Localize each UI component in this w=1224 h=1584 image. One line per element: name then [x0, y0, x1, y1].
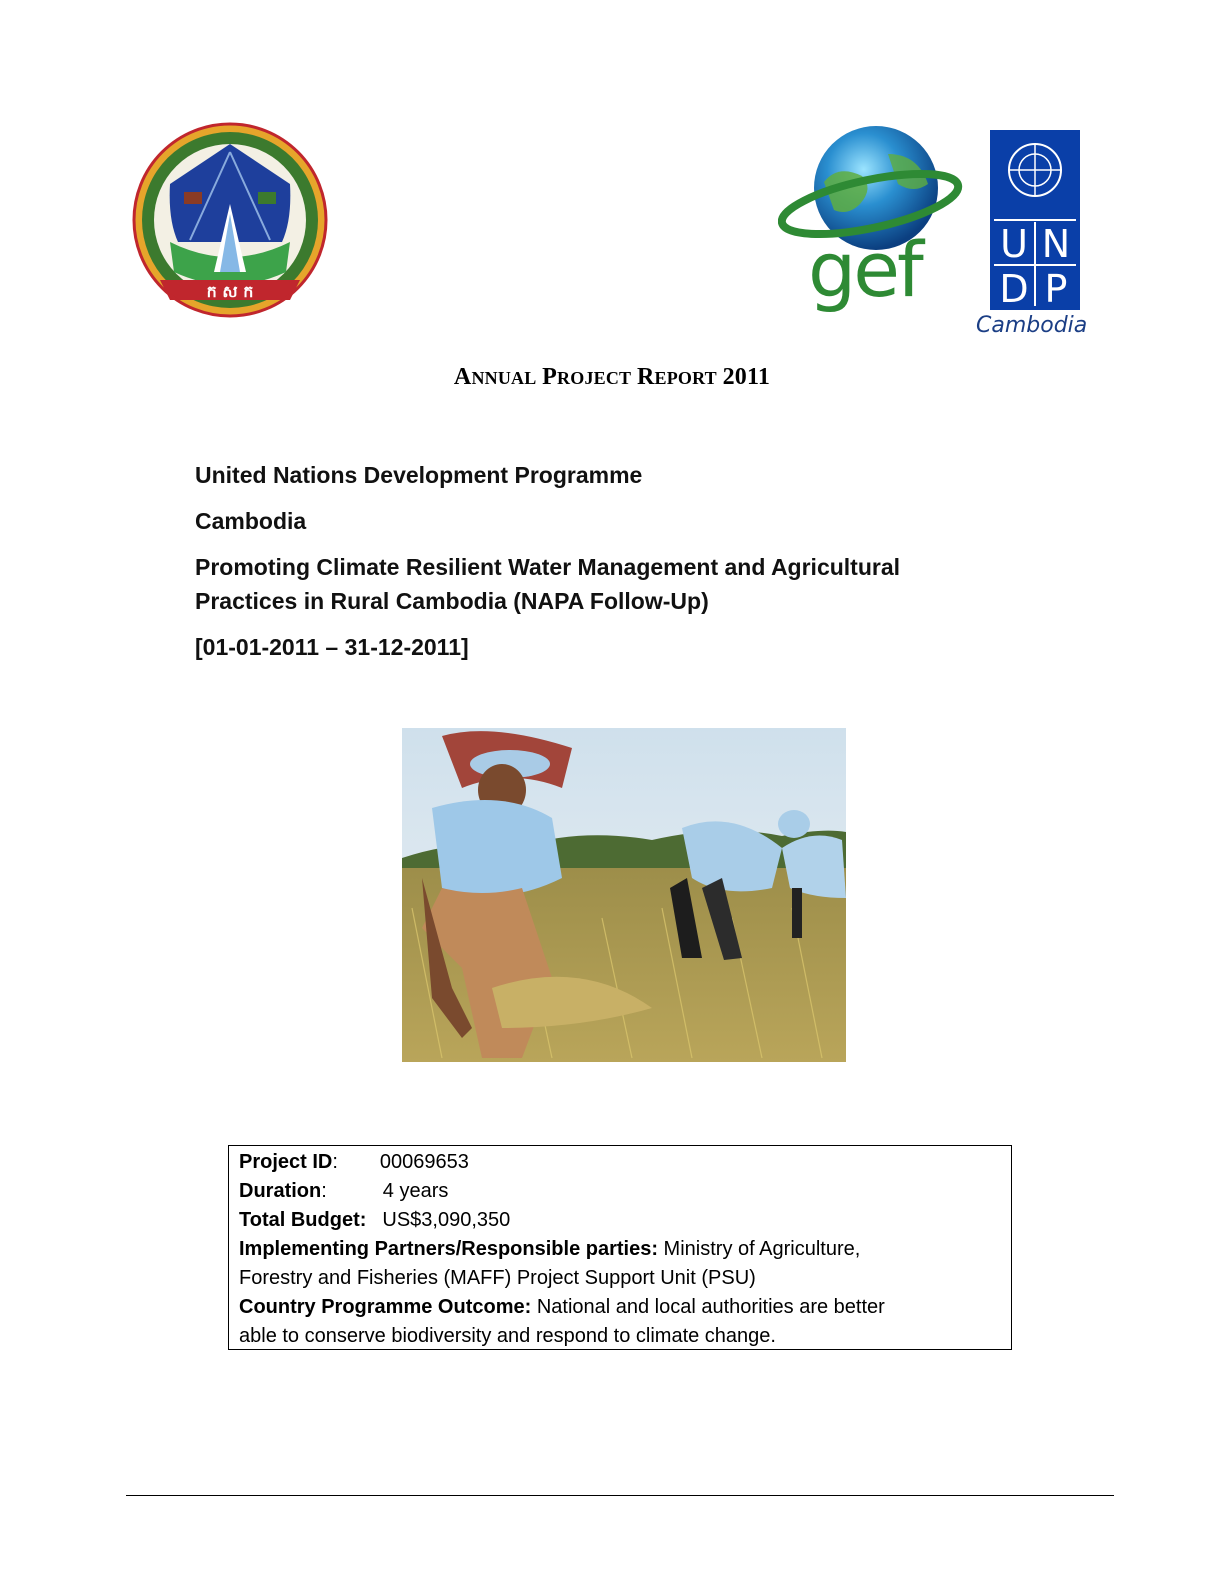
duration-row: [239, 1177, 1001, 1206]
title-initial: A: [453, 364, 472, 390]
project-info-box: [228, 1145, 1012, 1350]
project-title-line: Practices in Rural Cambodia (NAPA Follow-Up): [195, 588, 709, 614]
budget-label: Total Budget:: [239, 1209, 367, 1231]
outcome-row: [239, 1293, 1001, 1322]
report-title: [0, 364, 1224, 391]
title-word-rest: ROJECT: [557, 368, 632, 388]
project-id-label: Project ID: [239, 1151, 333, 1173]
undp-logo: [990, 130, 1080, 310]
undp-letter-u: U: [1000, 222, 1028, 266]
undp-letter-n: N: [1041, 222, 1071, 266]
organization-heading: United Nations Development Programme: [195, 462, 643, 488]
outcome-label: Country Programme Outcome:: [239, 1296, 532, 1318]
title-initial: R: [636, 364, 655, 390]
partners-row: [239, 1235, 1001, 1264]
footer-divider: [126, 1495, 1114, 1496]
duration-value: 4 years: [382, 1180, 449, 1202]
duration-label: Duration: [239, 1180, 322, 1202]
undp-letter-d: D: [999, 267, 1029, 310]
country-heading: Cambodia: [195, 508, 307, 534]
title-initial: P: [542, 364, 558, 390]
title-word-rest: NNUAL: [471, 368, 537, 388]
budget-value: US$3,090,350: [382, 1209, 511, 1231]
outcome-row-cont: [239, 1322, 1001, 1351]
duration-colon: :: [321, 1180, 327, 1202]
outcome-value-cont: able to conserve biodiversity and respond to climate change.: [239, 1325, 776, 1347]
project-title-line: Promoting Climate Resilient Water Management and Agricultural: [195, 554, 901, 580]
title-word-rest: EPORT: [654, 368, 717, 388]
partners-row-cont: [239, 1264, 1001, 1293]
project-id-row: [239, 1148, 1001, 1177]
rice-harvest-photo: [402, 728, 846, 1062]
outcome-value: National and local authorities are better: [531, 1296, 885, 1318]
budget-row: [239, 1206, 1001, 1235]
project-title-heading: [195, 550, 1035, 618]
project-id-colon: :: [332, 1151, 338, 1173]
partners-label: Implementing Partners/Responsible parties:: [239, 1238, 658, 1260]
gef-wordmark: gef: [808, 225, 921, 314]
partners-value-cont: Forestry and Fisheries (MAFF) Project Support Unit (PSU): [239, 1267, 756, 1289]
period-heading: [01-01-2011 – 31-12-2011]: [195, 634, 469, 660]
partners-value: Ministry of Agriculture,: [658, 1238, 861, 1260]
undp-letter-p: P: [1044, 267, 1068, 310]
un-emblem-icon: [990, 130, 1080, 310]
undp-cambodia-label: Cambodia: [976, 313, 1088, 338]
project-id-value: 00069653: [379, 1151, 469, 1173]
cambodia-emblem-logo: [130, 122, 330, 322]
title-year: 2011: [722, 364, 771, 390]
emblem-khmer-text: ក ស ក: [206, 282, 254, 301]
